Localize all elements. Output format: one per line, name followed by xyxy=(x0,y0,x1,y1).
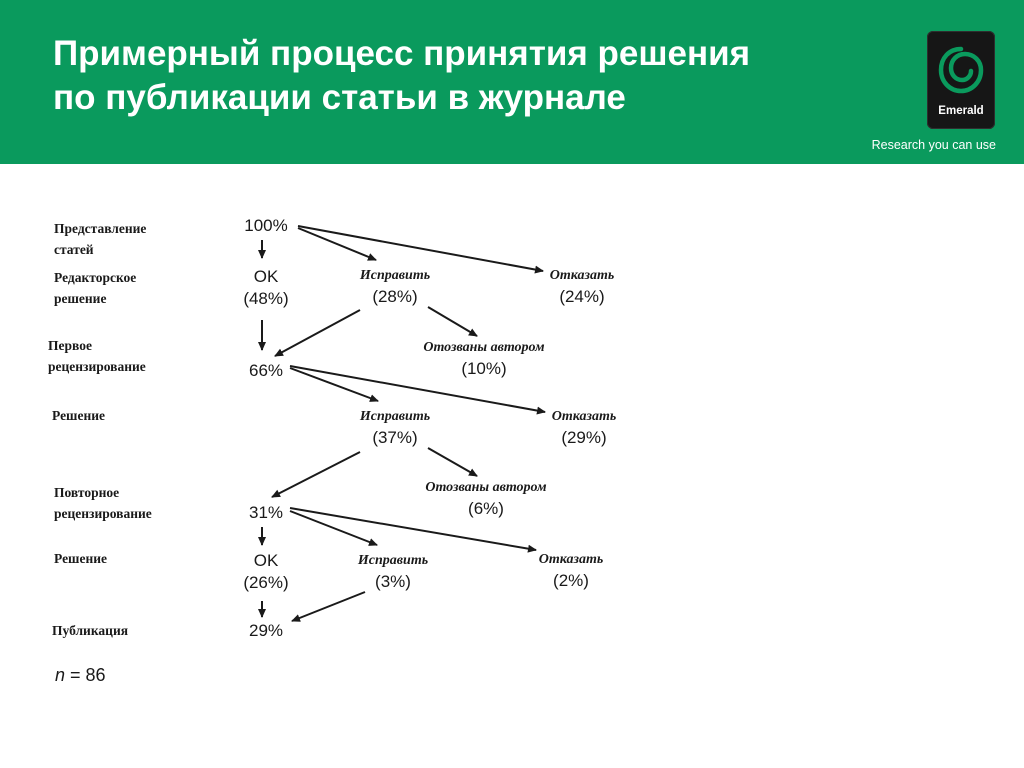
node-value: (26%) xyxy=(243,573,289,592)
node-ok-1 xyxy=(226,266,306,310)
node-value: (2%) xyxy=(553,571,589,590)
stage-line: Представление xyxy=(54,221,147,236)
node-label: Отозваны автором xyxy=(425,480,547,495)
stage-first-review xyxy=(48,335,146,377)
node-submitted xyxy=(226,215,306,237)
stage-line: решение xyxy=(54,291,107,306)
node-label: OK xyxy=(253,551,279,570)
node-value: (10%) xyxy=(461,359,507,378)
node-label: Отказать xyxy=(551,409,617,424)
node-review-2 xyxy=(226,502,306,524)
node-label: Отказать xyxy=(538,552,604,567)
node-value: (29%) xyxy=(561,428,607,447)
node-label: Исправить xyxy=(359,268,431,283)
stage-line: Решение xyxy=(52,408,105,423)
stage-line: рецензирование xyxy=(54,506,152,521)
node-revise-3 xyxy=(333,551,453,593)
tagline: Research you can use xyxy=(871,138,996,152)
stage-publication xyxy=(52,620,128,641)
node-reject-1 xyxy=(522,266,642,308)
node-label: Отозваны автором xyxy=(423,340,545,355)
stage-editorial-decision xyxy=(54,267,136,309)
arrow-revise1-to-review1 xyxy=(275,310,360,356)
stage-decision-2 xyxy=(54,548,107,569)
node-revise-2 xyxy=(335,407,455,449)
arrow-revise1-to-withdrawn xyxy=(428,307,477,336)
arrow-revise2-to-review2 xyxy=(272,452,360,497)
node-value: 66% xyxy=(248,361,284,380)
stage-line: рецензирование xyxy=(48,359,146,374)
node-value: (24%) xyxy=(559,287,605,306)
stage-submission xyxy=(54,218,146,260)
stage-line: Повторное xyxy=(54,485,120,500)
stage-line: Первое xyxy=(48,338,92,353)
node-withdrawn-1 xyxy=(400,338,568,380)
node-value: (28%) xyxy=(372,287,418,306)
stage-line: статей xyxy=(54,242,94,257)
node-value: 31% xyxy=(248,503,284,522)
node-value: (48%) xyxy=(243,289,289,308)
title-line-1: Примерный процесс принятия решения xyxy=(53,34,751,73)
node-ok-3 xyxy=(226,550,306,594)
node-revise-1 xyxy=(335,266,455,308)
node-value: (37%) xyxy=(372,428,418,447)
sample-symbol: n xyxy=(55,665,66,685)
stage-decision-1 xyxy=(52,405,105,426)
stage-line: Публикация xyxy=(52,623,129,638)
node-label: Отказать xyxy=(549,268,615,283)
arrow-revise2-to-withdrawn xyxy=(428,448,477,476)
sample-value: = 86 xyxy=(65,665,106,685)
node-value: 29% xyxy=(248,621,284,640)
stage-line: Решение xyxy=(54,551,107,566)
node-withdrawn-2 xyxy=(402,478,570,520)
node-label: Исправить xyxy=(357,553,429,568)
node-reject-2 xyxy=(524,407,644,449)
node-value: 100% xyxy=(244,216,288,235)
stage-second-review xyxy=(54,482,152,524)
node-review-1 xyxy=(226,360,306,382)
sample-size xyxy=(55,665,106,686)
stage-line: Редакторское xyxy=(54,270,137,285)
node-reject-3 xyxy=(511,550,631,592)
node-label: Исправить xyxy=(359,409,431,424)
arrow-submitted-to-reject xyxy=(298,226,543,271)
arrow-revise3-to-published xyxy=(292,592,365,621)
logo-wordmark: Emerald xyxy=(938,105,984,117)
node-label: OK xyxy=(253,267,279,286)
node-published xyxy=(226,620,306,642)
node-value: (3%) xyxy=(375,572,411,591)
title-line-2: по публикации статьи в журнале xyxy=(53,78,626,117)
node-value: (6%) xyxy=(468,499,504,518)
